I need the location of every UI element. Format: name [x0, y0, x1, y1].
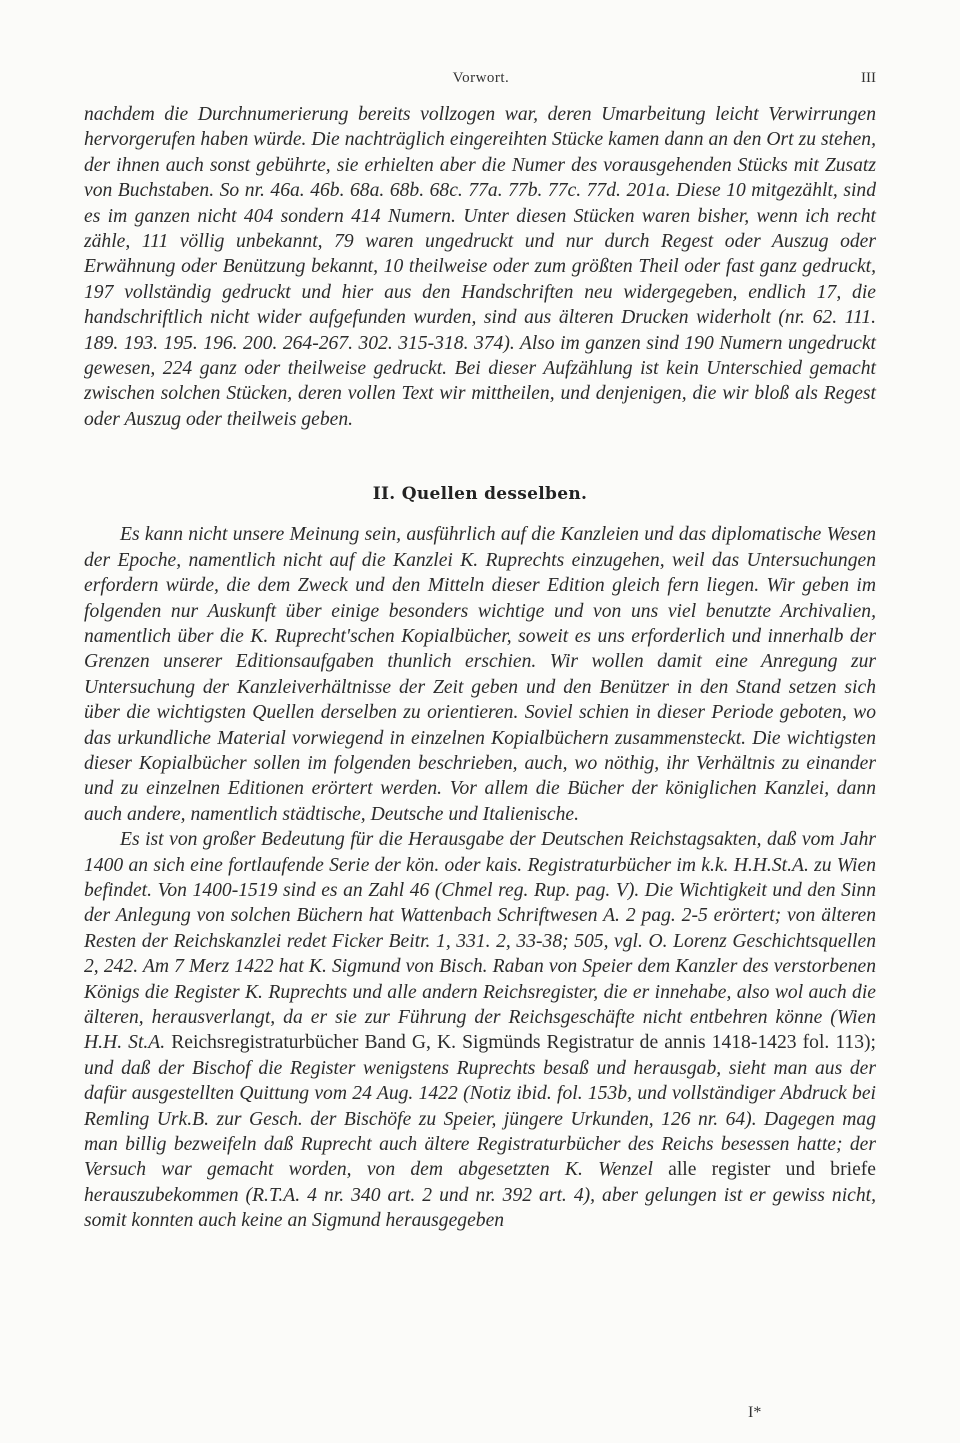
page-number: III [861, 70, 876, 86]
paragraph-registers [84, 827, 876, 1234]
paragraph-registers-text-2: und daß der Bischof die Register wenigstens Ruprechts besaß und herausgab, sieht man aus der dafür ausgestellten Quittung vom 24 Aug. 1422 (Notiz ibid. fol. 153b, und vollständiger Abdruck bei Remling Urk.B. zur Gesch. der Bischöfe zu Speier, jüngere Urkunden, 126 nr. 64). Dagegen mag man billig bezweifeln daß Ruprecht auch ältere Registraturbücher des Reichs besessen hatte; der Versuch war gemacht worden, von dem abgesetzten K. Wenzel [84, 1057, 876, 1181]
paragraph-registers-quote: alle register und briefe [668, 1159, 876, 1181]
paragraph-sources-intro: Es kann nicht unsere Meinung sein, ausführlich auf die Kanzleien und das diplomatische Wesen der Epoche, namentlich nicht auf die Kanzlei K. Ruprechts einzugehen, weil das Untersuchungen erfordern würde, die dem Zweck und den Mitteln dieser Edition gleich fern liegen. Wir geben im folgenden nur Auskunft über einige besonders wichtige und von uns viel benutzte Archivalien, namentlich über die K. Ruprecht'schen Kopialbücher, soweit es uns erforderlich und innerhalb der Grenzen unserer Editionsaufgaben thunlich erschien. Wir wollen damit eine Anregung zur Untersuchung der Kanzleiverhältnisse der Zeit geben und den Benützer in den Stand setzen sich über die wichtigsten Quellen derselben zu orientieren. Soviel schien in dieser Periode geboten, wo das urkundliche Material vorwiegend in einzelnen Kopialbüchern zusammensteckt. Die wichtigsten dieser Kopialbücher sollen im folgenden beschrieben, auch, wo nöthig, ihr Verhältnis zu einander und zu einzelnen Editionen erörtert werden. Vor allem die Bücher der königlichen Kanzlei, dann auch andere, namentlich städtische, Deutsche und Italienische. [84, 524, 876, 825]
paragraph-registers-citation: Reichsregistraturbücher Band G, K. Sigmünds Registratur de annis 1418-1423 fol. 113); [171, 1032, 876, 1054]
signature-mark: I* [748, 1404, 762, 1421]
section-heading: II. Quellen desselben. [372, 484, 588, 505]
paragraph-registers-text-3: herauszubekommen (R.T.A. 4 nr. 340 art. 2 und nr. 392 art. 4), aber gelungen ist er gewiss nicht, somit konnten auch keine an Sigmund herausgegeben [84, 1184, 876, 1232]
paragraph-registers-text-1: Es ist von großer Bedeutung für die Herausgabe der Deutschen Reichstagsakten, daß vom Jahr 1400 an sich eine fortlaufende Serie der kön. oder kais. Registraturbücher im k.k. H.H.St.A. zu Wien befindet. Von 1400-1519 sind es an Zahl 46 (Chmel reg. Rup. pag. V). Die Wichtigkeit und den Sinn der Anlegung von solchen Büchern hat Wattenbach Schriftwesen A. 2 pag. 2-5 erörtert; von älteren Resten der Reichskanzlei redet Ficker Beitr. 1, 331. 2, 33-38; 505, vgl. O. Lorenz Geschichtsquellen 2, 242. Am 7 Merz 1422 hat K. Sigmund von Bisch. Raban von Speier dem Kanzler des verstorbenen Königs die Register K. Ruprechts und alle andern Reichsregister, die er innehabe, also wol auch die älteren, herausverlangt, da er sie zur Führung der Reichsgeschäfte nicht entbehren könne (Wien H.H. St.A. [84, 829, 876, 1054]
running-head-title: Vorwort. [452, 70, 510, 86]
paragraph-continuation: nachdem die Durchnumerierung bereits vollzogen war, deren Umarbeitung leicht Verwirrungen hervorgerufen haben würde. Die nachträglich eingereihten Stücke kamen dann an den Ort zu stehen, der ihnen auch sonst gebührte, sie erhielten aber die Numer des vorausgehenden Stücks mit Zusatz von Buchstaben. So nr. 46a. 46b. 68a. 68b. 68c. 77a. 77b. 77c. 77d. 201a. Diese 10 mitgezählt, sind es im ganzen nicht 404 sondern 414 Numern. Unter diesen Stücken waren bisher, wenn ich recht zähle, 111 völlig unbekannt, 79 waren ungedruckt und nur durch Regest oder Auszug oder Erwähnung oder Benützung bekannt, 10 theilweise oder zum größten Theil oder fast ganz gedruckt, 197 vollständig gedruckt und hier aus den Handschriften neu widergegeben, endlich 17, die handschriftlich nicht wider aufgefunden wurden, sind aus älteren Drucken widerholt (nr. 62. 111. 189. 193. 195. 196. 200. 264-267. 302. 315-318. 374). Also im ganzen sind 190 Numern ungedruckt gewesen, 224 ganz oder theilweise gedruckt. Bei dieser Aufzählung ist kein Unterschied gemacht zwischen solchen Stücken, deren vollen Text wir mittheilen, und denjenigen, die wir bloß als Regest oder Auszug oder theilweis geben. [84, 104, 876, 430]
page-body [84, 102, 876, 1234]
running-head [86, 70, 876, 94]
